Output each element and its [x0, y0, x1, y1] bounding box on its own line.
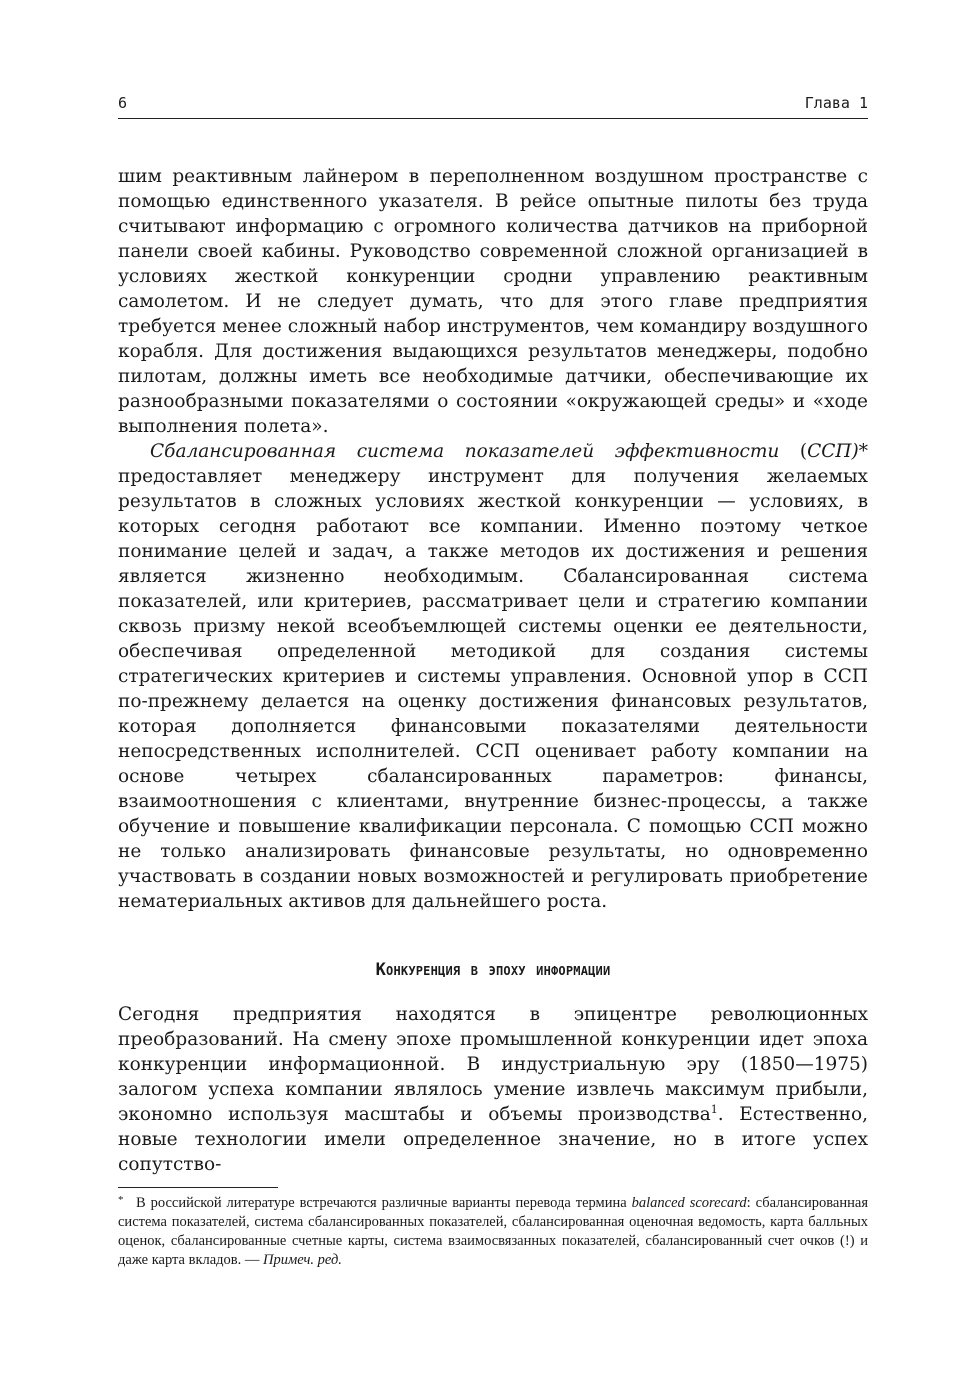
editor-note: Примеч. ред.	[263, 1252, 342, 1268]
page-number: 6	[118, 94, 128, 112]
term-open: (	[779, 441, 808, 462]
footnote-ref[interactable]: 1	[710, 1102, 718, 1116]
paragraph-3-continued: . Естественно, новые технологии имели определенное значение, но в итоге успех сопутство-	[118, 1104, 868, 1175]
footnote-text	[118, 1194, 868, 1270]
paragraph-1: шим реактивным лайнером в переполненном воздушном пространстве с помощью единственного указателя. В рейсе опытные пилоты без труда считывают информацию с огромного количества датчиков на приборной панели своей кабины. Руководство современной сложной организацией в условиях жесткой конкуренции сродни управлению реактивным самолетом. И не следует думать, что для этого главе предприятия требуется менее сложный набор инструментов, чем командиру воздушного корабля. Для достижения выдающихся результатов менеджеры, подобно пилотам, должны иметь все необходимые датчики, обеспечивающие их разнообразными показателями о состоянии «окружающей среды» и «ходе выполнения полета».	[118, 166, 868, 437]
paragraph-2-text: предоставляет менеджеру инструмент для получения желаемых результатов в сложных условиях жесткой конкуренции — условиях, в которых сегодня работают все компании. Именно поэтому четкое понимание целей и задач, а также методов их достижения и решения является жизненно необходимым. Сбалансированная система показателей, или критериев, рассматривает цели и стратегию компании сквозь призму некой всеобъемлющей системы оценки ее деятельности, обеспечивая определенной методикой для создания системы стратегических критериев и системы управления. Основной упор в ССП по-прежнему делается на оценку достижения финансовых результатов, которая дополняется финансовыми показателями деятельности непосредственных исполнителей. ССП оценивает работу компании на основе четырех сбалансированных параметров: финансы, взаимоотношения с клиентами, внутренние бизнес-процессы, а также обучение и повышение квалификации персонала. С помощью ССП можно не только анализировать финансовые результаты, но одновременно участвовать в создании новых возможностей и регулировать приобретение нематериальных активов для дальнейшего роста.	[118, 466, 868, 912]
paragraph-3	[118, 1002, 868, 1177]
footnote-marker: *	[118, 1194, 124, 1206]
footnote	[118, 1194, 868, 1270]
bsc-abbr: ССП	[807, 441, 852, 462]
page	[118, 90, 868, 1270]
footnote-text-start: В российской литературе встречаются различные варианты перевода термина	[136, 1195, 632, 1211]
paragraph-3-text: Сегодня предприятия находятся в эпицентре революционных преобразований. На смену эпохе промышленной конкуренции идет эпоха конкуренции информационной. В индустриальную эру (1850—1975) залогом успеха компании являлось умение извлечь максимум прибыли, экономно используя масштабы и объемы производства	[118, 1004, 868, 1125]
footnote-divider	[118, 1187, 278, 1188]
term-close: )*	[851, 441, 868, 462]
paragraph-2	[118, 439, 868, 914]
section-heading: Конкуренция в эпоху информации	[375, 960, 611, 980]
footnote-text-middle: : сбалансированная система показателей, система сбалансированных показателей, сбалансированная оценочная ведомость, карта балльных оценок, сбалансированные счетные карты, система взаимосвязанных показателей, сбалансированный счет очков (!) и даже карта вкладов. —	[118, 1195, 868, 1268]
main-text	[118, 164, 868, 1177]
running-header	[118, 90, 868, 119]
footnote-term: balanced scorecard	[631, 1195, 747, 1211]
chapter-title: Глава 1	[804, 94, 868, 112]
bsc-term: Сбалансированная система показателей эффективности	[150, 441, 780, 462]
